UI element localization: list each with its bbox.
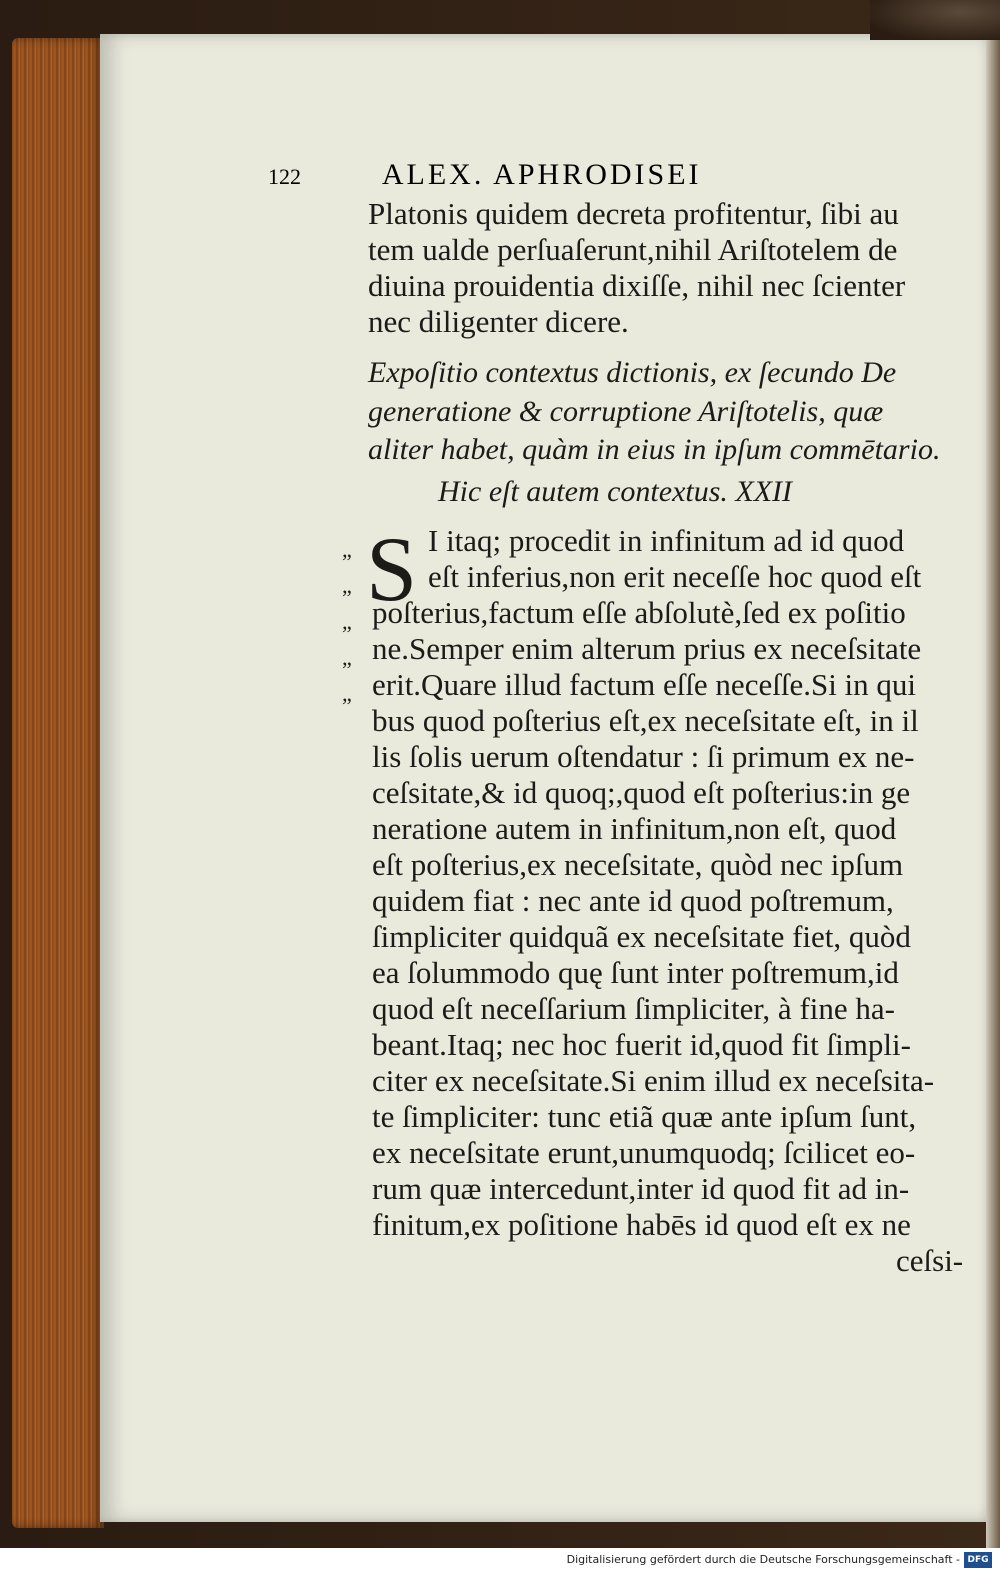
catchword: ceſsi- xyxy=(896,1243,964,1278)
body-line: Platonis quidem decreta profitentur, ſibi au xyxy=(368,196,899,231)
footer-bar xyxy=(0,1548,1000,1573)
page-number: 122 xyxy=(268,164,301,189)
section-line: beant.Itaq; nec hoc fuerit id,quod fit ſimpli- xyxy=(372,1027,911,1062)
section-line: te ſimpliciter: tunc etiã quæ ante ipſum ſunt, xyxy=(372,1099,917,1134)
section-line: poſterius,factum eſſe abſolutè,ſed ex poſitio xyxy=(372,595,906,630)
dfg-logo-icon[interactable]: DFG xyxy=(964,1552,992,1568)
quotation-mark: „ xyxy=(342,573,352,598)
funding-credit: Digitalisierung gefördert durch die Deutsche Forschungsgemeinschaft - xyxy=(566,1553,960,1566)
section-line: eſt inferius,non erit neceſſe hoc quod eſt xyxy=(428,559,922,594)
quotation-mark: „ xyxy=(342,645,352,670)
section-line: ceſsitate,& id quoq;,quod eſt poſterius:in ge xyxy=(372,775,911,810)
book-fore-edge xyxy=(12,38,104,1528)
section-line: erit.Quare illud factum eſſe neceſſe.Si in qui xyxy=(372,667,917,702)
section-line: ex neceſsitate erunt,unumquodq; ſcilicet eo- xyxy=(372,1135,916,1170)
section-line: bus quod poſterius eſt,ex neceſsitate eſt, in il xyxy=(372,703,919,738)
section-line: lis ſolis uerum oſtendatur : ſi primum ex ne- xyxy=(372,739,915,774)
binding-shadow xyxy=(870,0,1000,40)
quotation-mark: „ xyxy=(342,609,352,634)
section-line: finitum,ex poſitione habēs id quod eſt ex ne xyxy=(372,1207,911,1242)
quotation-mark: „ xyxy=(342,537,352,562)
page-header xyxy=(268,158,788,192)
section-line: ea ſolummodo quę ſunt inter poſtremum,id xyxy=(372,955,899,990)
italic-heading-line: Expoſitio contextus dictionis, ex ſecundo De xyxy=(368,356,897,389)
italic-heading-line: generatione & corruptione Ariſtotelis, quæ xyxy=(368,395,884,428)
section-line: eſt poſterius,ex neceſsitate, quòd nec ipſum xyxy=(372,847,904,882)
body-line: nec diligenter dicere. xyxy=(368,304,629,339)
section-line: ne.Semper enim alterum prius ex neceſsitate xyxy=(372,631,922,666)
section-line: rum quæ intercedunt,inter id quod fit ad in- xyxy=(372,1171,910,1206)
italic-heading-line: Hic eſt autem contextus. XXII xyxy=(438,475,793,508)
section-line: citer ex neceſsitate.Si enim illud ex neceſsita- xyxy=(372,1063,935,1098)
running-title: ALEX. APHRODISEI xyxy=(381,158,702,191)
section-line: ſimpliciter quidquã ex neceſsitate fiet, quòd xyxy=(372,919,911,954)
section-line: neratione autem in infinitum,non eſt, quod xyxy=(372,811,897,846)
drop-cap: S xyxy=(366,518,418,620)
italic-heading-line: aliter habet, quàm in eius in ipſum commētario. xyxy=(368,433,941,466)
body-line: tem ualde perſuaſerunt,nihil Ariſtotelem de xyxy=(368,232,898,267)
body-line: diuina prouidentia dixiſſe, nihil nec ſcienter xyxy=(368,268,906,303)
section-line: quod eſt neceſſarium ſimpliciter, à fine ha- xyxy=(372,991,895,1026)
page-gutter xyxy=(986,0,1000,1548)
section-line: quidem fiat : nec ante id quod poſtremum, xyxy=(372,883,894,918)
section-line: I itaq; procedit in infinitum ad id quod xyxy=(428,523,905,558)
quotation-mark: „ xyxy=(342,681,352,706)
